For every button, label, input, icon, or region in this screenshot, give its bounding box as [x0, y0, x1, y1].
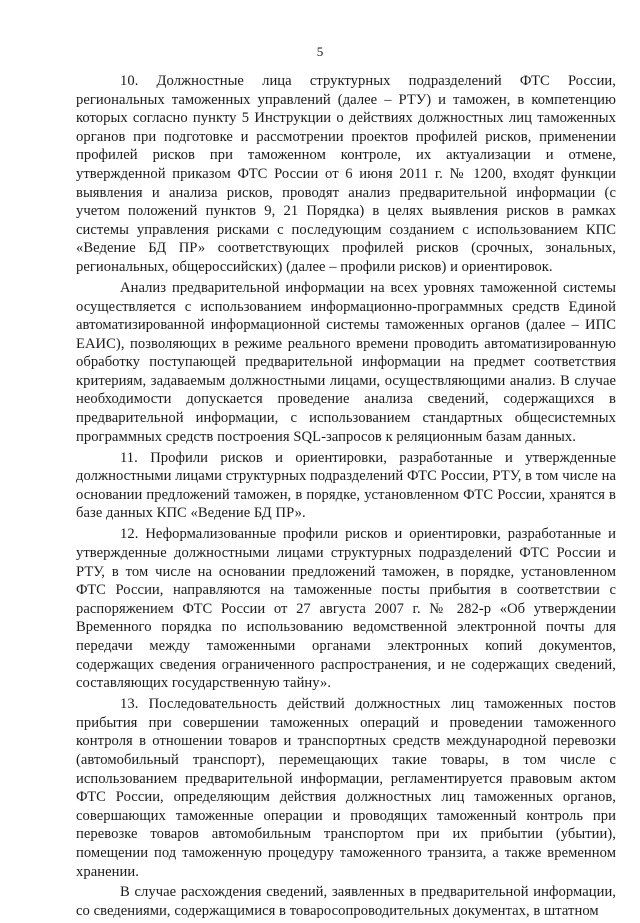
page-number: 5 [316, 44, 324, 59]
paragraph-12: 12. Неформализованные профили рисков и ориентировки, разработанные и утвержденные должностными лицами структурных подразделений ФТС России и РТУ, в том числе на основании предложений таможен, в порядке, установленном ФТС России, направляются на таможенные посты прибытия в соответствии с распоряжением ФТС России от 27 августа 2007 г. № 282-р «Об утверждении Временного порядка по использованию ведомственной электронной почты для передачи между таможенными органами электронных копий документов, содержащих сведения ограниченного распространения, и не содержащих сведений, составляющих государственную тайну». [76, 526, 616, 692]
paragraph-13: 13. Последовательность действий должностных лиц таможенных постов прибытия при совершении таможенных операций и проведении таможенного контроля в отношении товаров и транспортных средств международной перевозки (автомобильный транспорт), перемещающих такие товары, в том числе с использованием предварительной информации, регламентируется правовым актом ФТС России, определяющим действия должностных лиц таможенных органов, совершающих таможенные операции и проводящих таможенный контроль при перевозке товаров автомобильным транспортом при их прибытии (убытии), помещении под таможенную процедуру таможенного транзита, а также временном хранении. [76, 696, 616, 880]
paragraph-analysis: Анализ предварительной информации на всех уровнях таможенной системы осуществляется с использованием информационно-программных средств Единой автоматизированной информационной системы таможенных органов (далее – ИПС ЕАИС), позволяющих в режиме реального времени проводить автоматизированную обработку поступающей предварительной информации на предмет соответствия критериям, задаваемым должностными лицами, осуществляющими анализ. В случае необходимости допускается проведение анализа сведений, содержащихся в предварительной информации, с использованием стандартных общесистемных программных средств построения SQL-запросов к реляционным базам данных. [76, 279, 616, 445]
paragraph-11: 11. Профили рисков и ориентировки, разработанные и утвержденные должностными лицами структурных подразделений ФТС России, РТУ, в том числе на основании предложений таможен, в порядке, установленном ФТС России, хранятся в базе данных КПС «Ведение БД ПР». [76, 449, 616, 522]
paragraph-10: 10. Должностные лица структурных подразделений ФТС России, региональных таможенных управлений (далее – РТУ) и таможен, в компетенцию которых согласно пункту 5 Инструкции о действиях должностных лиц таможенных органов при подготовке и рассмотрении проектов профилей рисков, применении профилей рисков при таможенном контроле, их актуализации и отмене, утвержденной приказом ФТС России от 6 июня 2011 г. № 1200, входят функции выявления и анализа рисков, проводят анализ предварительной информации (с учетом положений пунктов 9, 21 Порядка) в целях выявления рисков в рамках системы управления рисками с последующим созданием с использованием КПС «Ведение БД ПР» соответствующих профилей рисков (срочных, зональных, региональных, общероссийских) (далее – профили рисков) и ориентировок. [76, 73, 616, 275]
document-body [76, 72, 616, 923]
paragraph-discrepancy: В случае расхождения сведений, заявленных в предварительной информации, со сведениями, содержащимися в товаросопроводительных документах, в штатном [76, 884, 616, 920]
